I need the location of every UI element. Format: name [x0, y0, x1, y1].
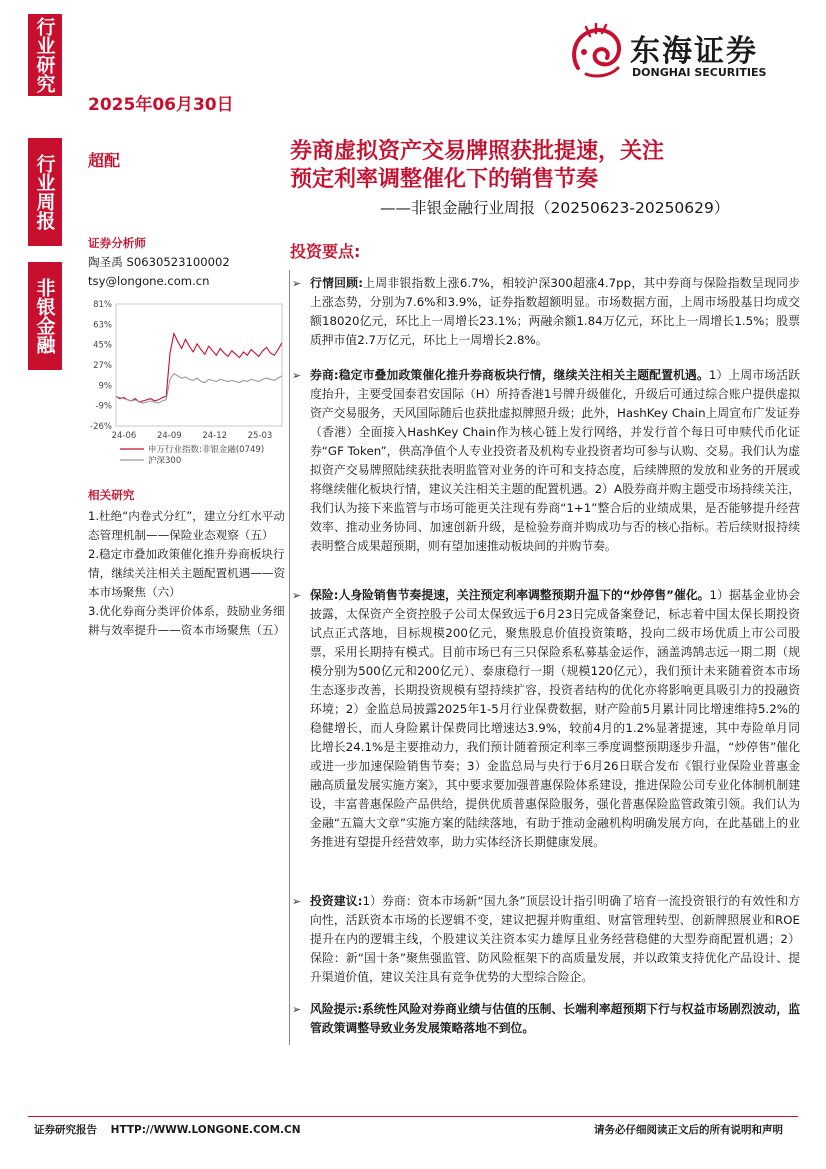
footer-label: 证券研究报告	[34, 1124, 97, 1136]
brand-name-en: DONGHAI SECURITIES	[632, 66, 767, 79]
key-points-title: 投资要点:	[290, 242, 361, 261]
point-lead: 行情回顾:	[310, 276, 363, 290]
arrow-icon: ➢	[292, 277, 302, 290]
analyst-name: 陶圣禹 S0630523100002	[88, 255, 230, 269]
point-body: 1）据基金业协会披露，太保资产全资控股子公司太保致远于6月23日完成备案登记，标志着中国太保长期投资试点正式落地，目标规模200亿元，聚焦股息价值投资策略，投向二级市场优质上市公司股票，采用长期持有模式。目前市场已有三只保险系私募基金运作，涵盖鸿鹄志远一期二期（规模分别为500亿元和200亿元）、泰康稳行一期（规模120亿元），我们预计未来随着资本市场生态逐步改善，长期投资规模有望持续扩容，投资者结构的优化亦将影响更具吸引力的投融资环境；2）金监总局披露2025年1-5月行业保费数据，财产险前5月累计同比增速维持5.2%的稳健增长，而人身险累计保费同比增速达3.9%，较前4月的1.2%显著提速，其中寿险单月同比增长24.1%是主要推动力，我们预计随着预定利率三季度调整预期逐步升温，“炒停售”催化或进一步加速保险销售节奏；3）金监总局与央行于6月26日联合发布《银行业保险业普惠金融高质量发展实施方案》，其中要求要加强普惠保险体系建设，推进保险公司专业化体制机制建设，丰富普惠保险产品供给，提供优质普惠保险服务，强化普惠保险监管政策引领。我们认为金融“五篇大文章”实施方案的陆续落地，有助于推动金融机构明确发展方向，在此基础上的业务推进有望提升经营效率，助力实体经济长期健康发展。	[310, 588, 800, 849]
brand-name-cn: 东海证券	[630, 34, 758, 69]
point-lead: 风险提示:	[310, 1002, 363, 1016]
tab-industry-research-label: 行业研究	[33, 17, 56, 93]
x-tick-label: 25-03	[247, 431, 273, 441]
legend-label: 沪深300	[148, 456, 182, 466]
tab-industry-research	[28, 14, 62, 96]
point-lead: 券商:稳定市叠加政策催化推升券商板块行情，继续关注相关主题配置机遇。	[310, 368, 709, 382]
arrow-icon: ➢	[292, 1003, 302, 1016]
footer-url[interactable]: HTTP://WWW.LONGONE.COM.CN	[110, 1124, 301, 1136]
tab-weekly-label: 行业周报	[33, 154, 56, 230]
performance-chart-svg	[86, 296, 286, 476]
title-line-2: 预定利率调整催化下的销售节奏	[290, 167, 599, 192]
x-tick-label: 24-06	[111, 431, 137, 441]
divider-line	[289, 270, 290, 1045]
series-line-2	[116, 374, 282, 404]
analyst-email[interactable]: tsy@longone.com.cn	[88, 274, 210, 288]
related-heading: 相关研究	[88, 488, 135, 502]
tab-weekly	[28, 138, 62, 246]
y-tick-label: 27%	[93, 361, 112, 371]
legend-label: 申万行业指数:非银金融(0749)	[148, 445, 265, 455]
arrow-icon: ➢	[292, 369, 302, 382]
related-item-3[interactable]: 3.优化券商分类评价体系，鼓励业务细耕与效率提升——资本市场聚焦（五）	[88, 604, 286, 637]
point-risk	[292, 1000, 800, 1038]
report-date: 2025年06月30日	[88, 95, 234, 115]
point-body: 系统性风险对券商业绩与估值的压制、长端利率超预期下行与权益市场剧烈波动，监管政策调整导致业务发展策略落地不到位。	[310, 1002, 800, 1035]
analyst-label: 证券分析师	[88, 236, 146, 250]
tab-sector-label: 非银金融	[33, 278, 56, 354]
x-tick-label: 24-09	[156, 431, 182, 441]
y-tick-label: 45%	[93, 340, 112, 351]
point-body: 1）券商：资本市场新“国九条”顶层设计指引明确了培育一流投资银行的有效性和方向性，活跃资本市场的长逻辑不变，建议把握并购重组、财富管理转型、创新牌照展业和ROE提升在内的逻辑主线，个股建议关注资本实力雄厚且业务经营稳健的大型券商配置机遇；2）保险：新“国十条”聚焦强监管、防风险框架下的高质量发展，并以政策支持优化产品设计、提升渠道价值，建议关注具有竞争优势的大型综合险企。	[310, 894, 801, 984]
footer-rule	[28, 1116, 798, 1117]
footer-disclaimer: 请务必仔细阅读正文后的所有说明和声明	[594, 1124, 783, 1136]
y-tick-label: -9%	[95, 401, 112, 412]
point-market-review	[292, 274, 800, 350]
title-line-1: 券商虚拟资产交易牌照获批提速，关注	[290, 139, 665, 164]
analyst-block	[88, 234, 286, 291]
series-line-1	[116, 334, 282, 403]
y-tick-label: -26%	[90, 422, 112, 432]
chart-frame	[116, 304, 282, 426]
related-research	[88, 486, 286, 640]
point-body: 上周非银指数上涨6.7%，相较沪深300超涨4.7pp，其中券商与保险指数呈现同步上涨态势，分别为7.6%和3.9%，证券指数超额明显。市场数据方面，上周市场股基日均成交额18020亿元，环比上一周增长23.1%；两融余额1.84万亿元，环比上一周增长1.5%；股票质押市值2.7万亿元，环比上一周增长2.8%。	[310, 276, 801, 347]
point-investment-advice	[292, 892, 800, 987]
related-item-2[interactable]: 2.稳定市叠加政策催化推升券商板块行情，继续关注相关主题配置机遇——资本市场聚焦（六）	[88, 547, 286, 599]
performance-chart	[86, 296, 286, 476]
x-tick-label: 24-12	[202, 431, 228, 441]
point-brokers	[292, 366, 800, 556]
y-tick-label: 63%	[93, 320, 112, 331]
y-tick-label: 81%	[93, 300, 112, 310]
rating: 超配	[88, 151, 121, 170]
footer-left	[34, 1122, 301, 1137]
tab-sector	[28, 262, 62, 370]
arrow-icon: ➢	[292, 895, 302, 908]
dragon-logo-icon	[566, 22, 628, 84]
point-lead: 保险:人身险销售节奏提速，关注预定利率调整预期升温下的“炒停售”催化。	[310, 588, 710, 602]
point-insurance	[292, 586, 800, 852]
y-tick-label: 9%	[98, 381, 112, 392]
point-body: 1）上周市场活跃度抬升，主要受国泰君安国际（H）所持香港1号牌升级催化，升级后可通过综合账户提供虚拟资产交易服务，天风国际随后也获批虚拟牌照升级；此外，HashKey Chain上周宣布广发证券（香港）全面接入HashKey Chain作为核心链上发行网络，并发行首个每日可申赎代币化证券“GF Token”，供高净值个人专业投资者及机构专业投资者均可参与认购、交易。我们认为虚拟资产交易牌照陆续获批表明监管对业务的许可和支持态度，后续牌照的发放和业务的开展或将继续催化板块行情，建议关注相关主题的配置机遇。2）A股券商并购主题受市场持续关注，我们认为接下来监管与市场可能更关注现有券商“1+1”整合后的业绩成果，是否能够提升经营效率、推动业务协同、加速创新升级，是检验券商并购成功与否的核心指标。若后续财报持续表明整合成果超预期，则有望加速推动板块间的并购节奏。	[310, 368, 800, 553]
related-item-1[interactable]: 1.杜绝“内卷式分红”，建立分红水平动态管理机制——保险业态观察（五）	[88, 509, 285, 542]
brand-logo	[566, 22, 806, 84]
subtitle: ——非银金融行业周报（20250623-20250629）	[380, 199, 730, 217]
point-lead: 投资建议:	[310, 894, 363, 908]
arrow-icon: ➢	[292, 589, 302, 602]
